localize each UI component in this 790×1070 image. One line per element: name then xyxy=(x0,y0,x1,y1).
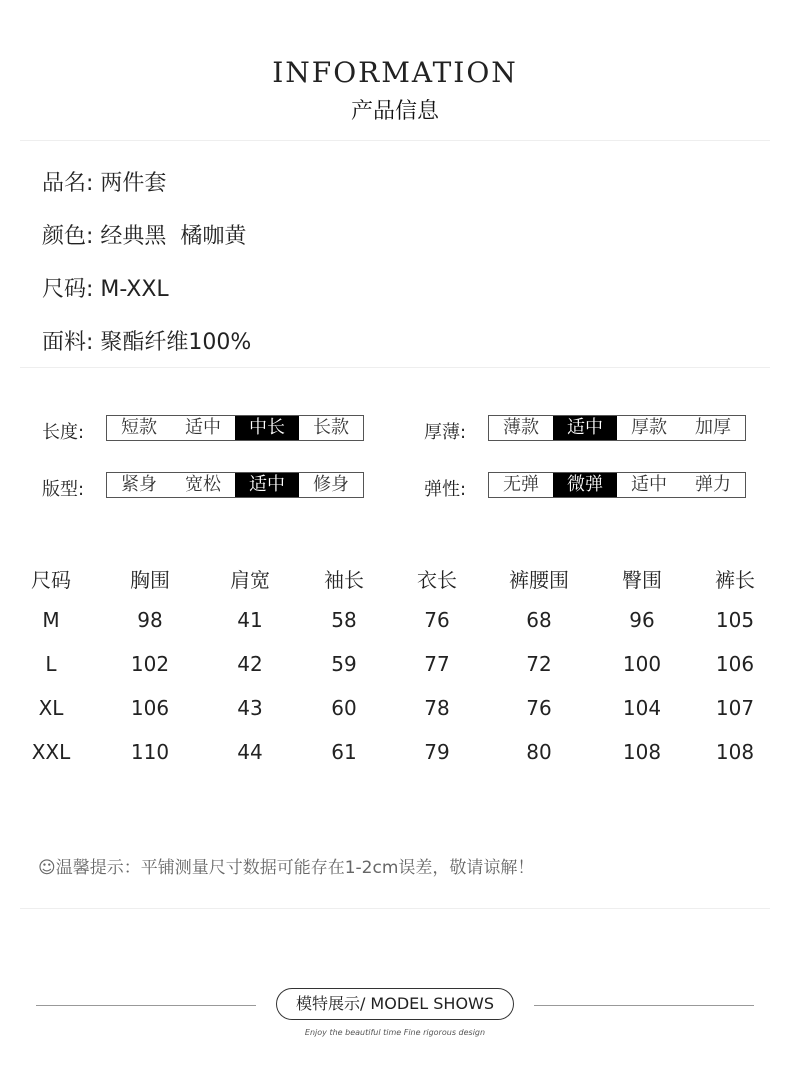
table-cell: 60 xyxy=(331,696,357,720)
table-cell: 108 xyxy=(622,740,662,764)
attr-option: 微弹 xyxy=(553,473,617,497)
table-header-cell: 衣长 xyxy=(417,568,457,592)
attr-option: 加厚 xyxy=(695,417,731,438)
info-value: 经典黑 橘咖黄 xyxy=(100,224,247,249)
info-name xyxy=(42,166,166,197)
table-cell: XXL xyxy=(31,740,71,764)
table-header-cell: 尺码 xyxy=(31,568,71,592)
attr-label-thickness: 厚薄: xyxy=(424,422,467,443)
table-cell: 102 xyxy=(130,652,170,676)
table-header-cell: 裤长 xyxy=(715,568,755,592)
table-cell: 108 xyxy=(715,740,755,764)
table-cell: 79 xyxy=(424,740,450,764)
table-cell: 110 xyxy=(130,740,170,764)
table-cell: 100 xyxy=(622,652,662,676)
table-cell: 43 xyxy=(237,696,263,720)
attr-option: 紧身 xyxy=(121,474,157,495)
attr-option: 适中 xyxy=(185,417,221,438)
table-cell: M xyxy=(42,608,60,632)
table-cell: 44 xyxy=(237,740,263,764)
info-fabric xyxy=(42,325,251,356)
attr-option: 长款 xyxy=(313,417,349,438)
table-cell: 105 xyxy=(715,608,755,632)
attr-option: 无弹 xyxy=(503,474,539,495)
divider xyxy=(20,367,770,368)
info-size xyxy=(42,272,169,303)
table-cell: 77 xyxy=(424,652,450,676)
table-cell: 78 xyxy=(424,696,450,720)
table-cell: L xyxy=(45,652,57,676)
info-label: 品名: xyxy=(42,171,94,196)
attr-option: 适中 xyxy=(553,416,617,440)
table-cell: 41 xyxy=(237,608,263,632)
attr-option: 宽松 xyxy=(185,474,221,495)
tip-text: ☺温馨提示：平铺测量尺寸数据可能存在1-2cm误差，敬请谅解！ xyxy=(38,858,535,878)
attr-option: 修身 xyxy=(313,474,349,495)
table-header-cell: 袖长 xyxy=(324,568,364,592)
attr-option: 厚款 xyxy=(631,417,667,438)
table-cell: XL xyxy=(38,696,64,720)
attr-option: 短款 xyxy=(121,417,157,438)
attr-scale-thickness xyxy=(488,415,746,441)
table-cell: 68 xyxy=(526,608,552,632)
info-label: 面料: xyxy=(42,330,94,355)
attr-scale-elasticity xyxy=(488,472,746,498)
table-cell: 72 xyxy=(526,652,552,676)
table-cell: 58 xyxy=(331,608,357,632)
table-cell: 106 xyxy=(715,652,755,676)
table-header-cell: 臀围 xyxy=(622,568,662,592)
footer-line-left xyxy=(36,1005,256,1006)
table-cell: 59 xyxy=(331,652,357,676)
table-cell: 80 xyxy=(526,740,552,764)
divider xyxy=(20,140,770,141)
table-cell: 106 xyxy=(130,696,170,720)
attr-option: 薄款 xyxy=(503,417,539,438)
info-label: 颜色: xyxy=(42,224,94,249)
attr-label-fit: 版型: xyxy=(42,479,85,500)
attr-scale-fit xyxy=(106,472,364,498)
divider xyxy=(20,908,770,909)
attr-option: 适中 xyxy=(235,473,299,497)
table-cell: 61 xyxy=(331,740,357,764)
attr-scale-length xyxy=(106,415,364,441)
info-value: 两件套 xyxy=(100,171,167,196)
table-header-cell: 肩宽 xyxy=(230,568,270,592)
title-english: INFORMATION xyxy=(272,56,518,89)
attr-option: 中长 xyxy=(235,416,299,440)
table-cell: 96 xyxy=(629,608,655,632)
info-value: 聚酯纤维100% xyxy=(100,330,252,355)
attr-label-elasticity: 弹性: xyxy=(424,479,467,500)
table-cell: 76 xyxy=(424,608,450,632)
attr-label-length: 长度: xyxy=(42,422,85,443)
table-cell: 42 xyxy=(237,652,263,676)
attr-option: 弹力 xyxy=(695,474,731,495)
table-cell: 98 xyxy=(137,608,163,632)
table-cell: 76 xyxy=(526,696,552,720)
table-cell: 107 xyxy=(715,696,755,720)
table-cell: 104 xyxy=(622,696,662,720)
title-chinese: 产品信息 xyxy=(350,99,439,124)
table-header-cell: 裤腰围 xyxy=(509,568,569,592)
info-color xyxy=(42,219,246,250)
info-value: M-XXL xyxy=(100,277,169,302)
model-shows-label: 模特展示/ MODEL SHOWS xyxy=(276,988,514,1020)
footer-line-right xyxy=(534,1005,754,1006)
table-header-cell: 胸围 xyxy=(130,568,170,592)
attr-option: 适中 xyxy=(631,474,667,495)
footer-subtitle: Enjoy the beautiful time Fine rigorous design xyxy=(304,1028,486,1037)
info-label: 尺码: xyxy=(42,277,94,302)
